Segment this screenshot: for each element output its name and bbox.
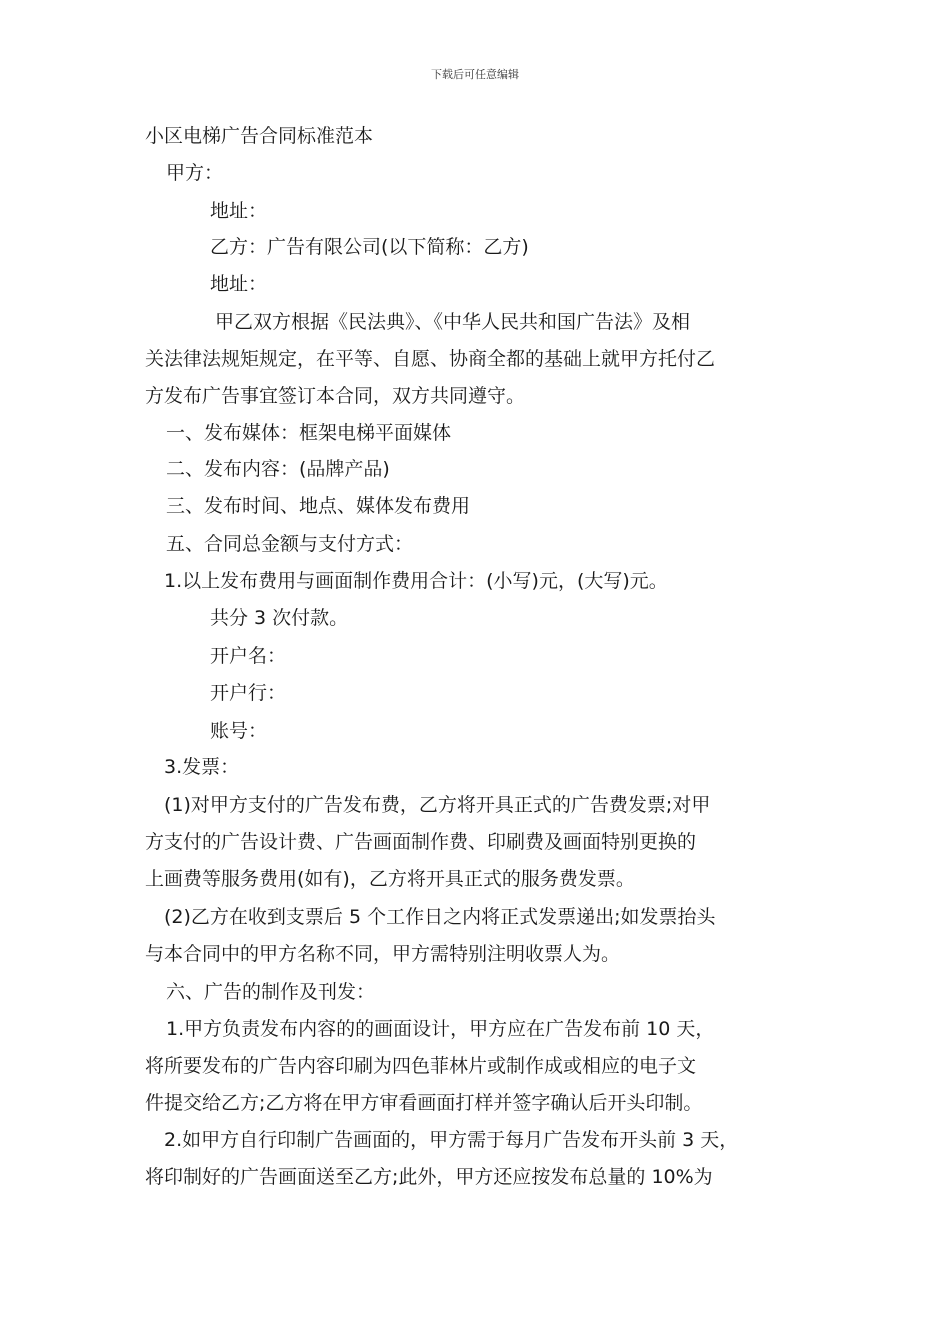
invoice-clause-1-line-1: (1)对甲方支付的广告发布费，乙方将开具正式的广告费发票;对甲: [164, 794, 711, 816]
account-number: 账号：: [210, 720, 268, 742]
payment-item-1: 1.以上发布费用与画面制作费用合计：(小写)元，(大写)元。: [164, 570, 668, 592]
preamble-line-1: 甲乙双方根据《民法典》、《中华人民共和国广告法》及相: [215, 311, 691, 333]
production-item-1-line-2: 将所要发布的广告内容印刷为四色菲林片或制作成或相应的电子文: [145, 1055, 697, 1077]
production-item-2-line-2: 将印制好的广告画面送至乙方;此外，甲方还应按发布总量的 10%为: [145, 1166, 713, 1188]
section-2: 二、发布内容：(品牌产品): [166, 458, 390, 480]
party-b-address: 地址：: [210, 273, 268, 295]
production-item-2-line-1: 2.如甲方自行印制广告画面的，甲方需于每月广告发布开头前 3 天，: [164, 1129, 739, 1151]
invoice-clause-2-line-2: 与本合同中的甲方名称不同，甲方需特别注明收票人为。: [145, 943, 621, 965]
document-title: 小区电梯广告合同标准范本: [145, 125, 374, 147]
section-6: 六、广告的制作及刊发：: [166, 981, 376, 1003]
header-note: 下载后可任意编辑: [431, 68, 519, 81]
preamble-line-3: 方发布广告事宜签订本合同，双方共同遵守。: [145, 385, 526, 407]
bank-name: 开户行：: [210, 682, 287, 704]
invoice-heading: 3.发票：: [164, 756, 240, 778]
party-a-address: 地址：: [210, 200, 268, 222]
section-5: 五、合同总金额与支付方式：: [166, 533, 414, 555]
account-name: 开户名：: [210, 645, 287, 667]
party-a-label: 甲方：: [166, 162, 224, 184]
section-1: 一、发布媒体：框架电梯平面媒体: [166, 422, 452, 444]
invoice-clause-2-line-1: (2)乙方在收到支票后 5 个工作日之内将正式发票递出;如发票抬头: [164, 906, 716, 928]
payment-installments: 共分 3 次付款。: [210, 607, 349, 629]
invoice-clause-1-line-3: 上画费等服务费用(如有)，乙方将开具正式的服务费发票。: [145, 868, 635, 890]
production-item-1-line-3: 件提交给乙方;乙方将在甲方审看画面打样并签字确认后开头印制。: [145, 1092, 703, 1114]
preamble-line-2: 关法律法规矩规定，在平等、自愿、协商全都的基础上就甲方托付乙: [145, 348, 716, 370]
party-b-label: 乙方：广告有限公司(以下简称：乙方): [210, 236, 529, 258]
invoice-clause-1-line-2: 方支付的广告设计费、广告画面制作费、印刷费及画面特别更换的: [145, 831, 697, 853]
section-3: 三、发布时间、地点、媒体发布费用: [166, 495, 471, 517]
production-item-1-line-1: 1.甲方负责发布内容的的画面设计，甲方应在广告发布前 10 天，: [166, 1018, 715, 1040]
